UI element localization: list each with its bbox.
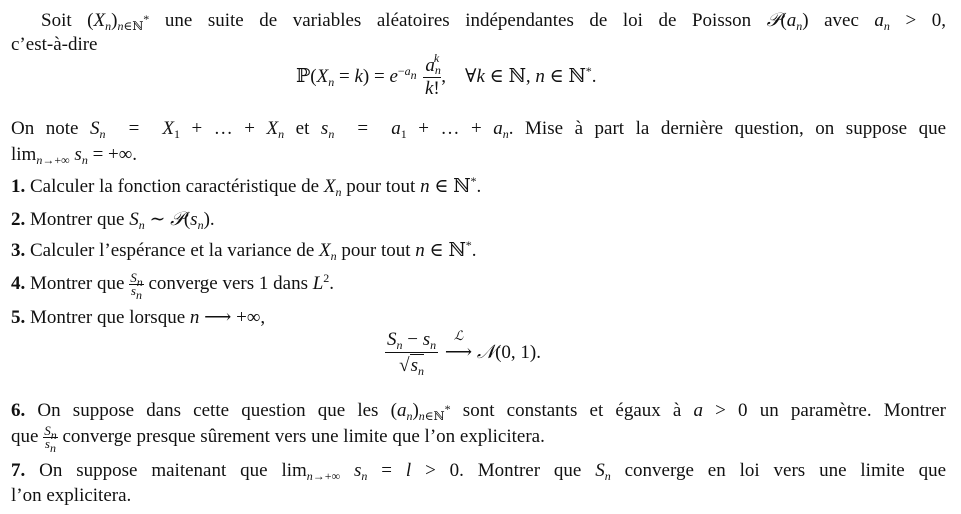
- note-line-2: $\lim_{n\to+\infty} s_n$ = +∞.: [11, 144, 138, 167]
- question-number: 1.: [11, 176, 26, 197]
- question-7-line-2: l’on explicitera.: [11, 485, 132, 506]
- question-3: 3. Calculer l’espérance et la variance de $X_n$ pour tout n ∈ ℕ*.: [11, 238, 477, 263]
- question-6-line-2: que $\frac{S_n}{s_n}$ converge presque sûrement vers une limite que l’on explicitera.: [11, 423, 545, 456]
- question-5: 5. Montrer que lorsque n ⟶ +∞,: [11, 307, 266, 328]
- poisson-pmf-equation: $ℙ(X_n = k) = e^{-a_n}$ $\frac{a_n^k}{k!}$ , ∀k ∈ ℕ, n ∈ ℕ*.: [296, 51, 597, 99]
- question-number: 6.: [11, 400, 26, 421]
- intro-line-2: c’est-à-dire: [11, 34, 98, 55]
- question-4: 4. Montrer que $\frac{S_n}{s_n}$ converge vers 1 dans $L^2$.: [11, 270, 335, 303]
- question-7-line-1: 7. On suppose maitenant que $\lim_{n\to+\infty} s_n = l > 0$. Montrer que $S_n$ converge en loi vers une limite que: [11, 460, 947, 483]
- intro-line-1: Soit $(X_n)_{n\in ℕ^*}$ une suite de variables aléatoires indépendantes de loi de Poisson $𝒫(a_n)$ avec $a_n > 0$,: [41, 9, 946, 33]
- note-line-1: On note $S_n = X_1$ + … + $X_n$ et $s_n = a_1$ + … + $a_n$. Mise à part la dernière question, on suppose que: [11, 118, 946, 141]
- question-number: 3.: [11, 240, 26, 261]
- question-6-line-1: 6. On suppose dans cette question que les $(a_n)_{n\in ℕ^*}$ sont constants et égaux à a > 0 un paramètre. Montrer: [11, 400, 946, 423]
- question-1: 1. Calculer la fonction caractéristique de $X_n$ pour tout n ∈ ℕ*.: [11, 174, 482, 199]
- question-number: 4.: [11, 273, 26, 294]
- clt-equation: $\frac{S_n - s_n}{√s_n}$ ℒ ⟶ 𝒩(0, 1).: [387, 328, 541, 378]
- question-number: 2.: [11, 209, 26, 230]
- question-2: 2. Montrer que $S_n$ ∼ $𝒫(s_n)$.: [11, 208, 215, 232]
- question-number: 5.: [11, 307, 26, 328]
- question-number: 7.: [11, 460, 26, 481]
